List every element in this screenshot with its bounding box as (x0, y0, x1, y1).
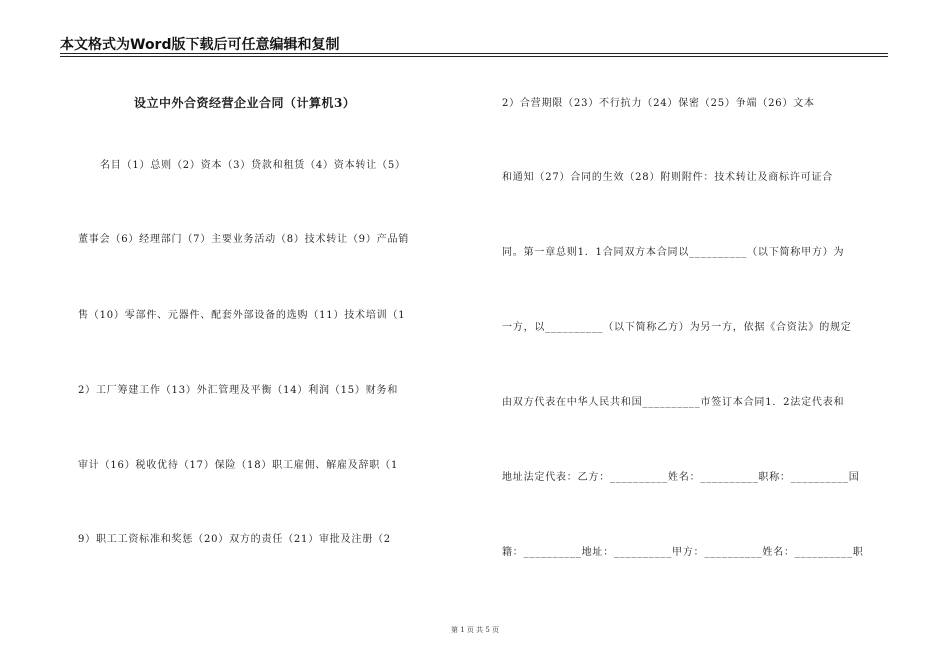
left-line: 9）职工工资标准和奖惩（20）双方的责任（21）审批及注册（2 (78, 534, 391, 545)
left-line: 名目（1）总则（2）资本（3）贷款和租赁（4）资本转让（5） (100, 160, 406, 171)
left-line: 审计（16）税收优待（17）保险（18）职工雇佣、解雇及辞职（1 (78, 460, 399, 471)
page-footer: 第 1 页 共 5 页 (450, 626, 500, 634)
right-line: 籍：__________地址：__________甲方：__________姓名：__________职 (502, 547, 864, 558)
header-rule (60, 53, 888, 54)
right-line: 由双方代表在中华人民共和国__________市签订本合同1．2法定代表和 (502, 397, 845, 408)
left-line: 董事会（6）经理部门（7）主要业务活动（8）技术转让（9）产品销 (78, 234, 410, 245)
right-line: 同。第一章总则1．1合同双方本合同以__________（以下简称甲方）为 (502, 247, 845, 258)
left-line: 售（10）零部件、元器件、配套外部设备的选购（11）技术培训（1 (78, 310, 406, 321)
right-line: 一方，以__________（以下简称乙方）为另一方，依据《合资法》的规定 (502, 322, 852, 333)
header-title: 本文格式为Word版下载后可任意编辑和复制 (60, 37, 340, 53)
right-line: 地址法定代表：乙方：__________姓名：__________职称：__________国 (502, 472, 860, 483)
right-line: 2）合营期限（23）不行抗力（24）保密（25）争端（26）文本 (502, 98, 815, 109)
right-line: 和通知（27）合同的生效（28）附则附件：技术转让及商标许可证合 (502, 172, 834, 183)
document-title: 设立中外合资经营企业合同（计算机3） (134, 96, 356, 110)
left-line: 2）工厂筹建工作（13）外汇管理及平衡（14）利润（15）财务和 (78, 385, 399, 396)
header-rule-double (60, 56, 888, 57)
